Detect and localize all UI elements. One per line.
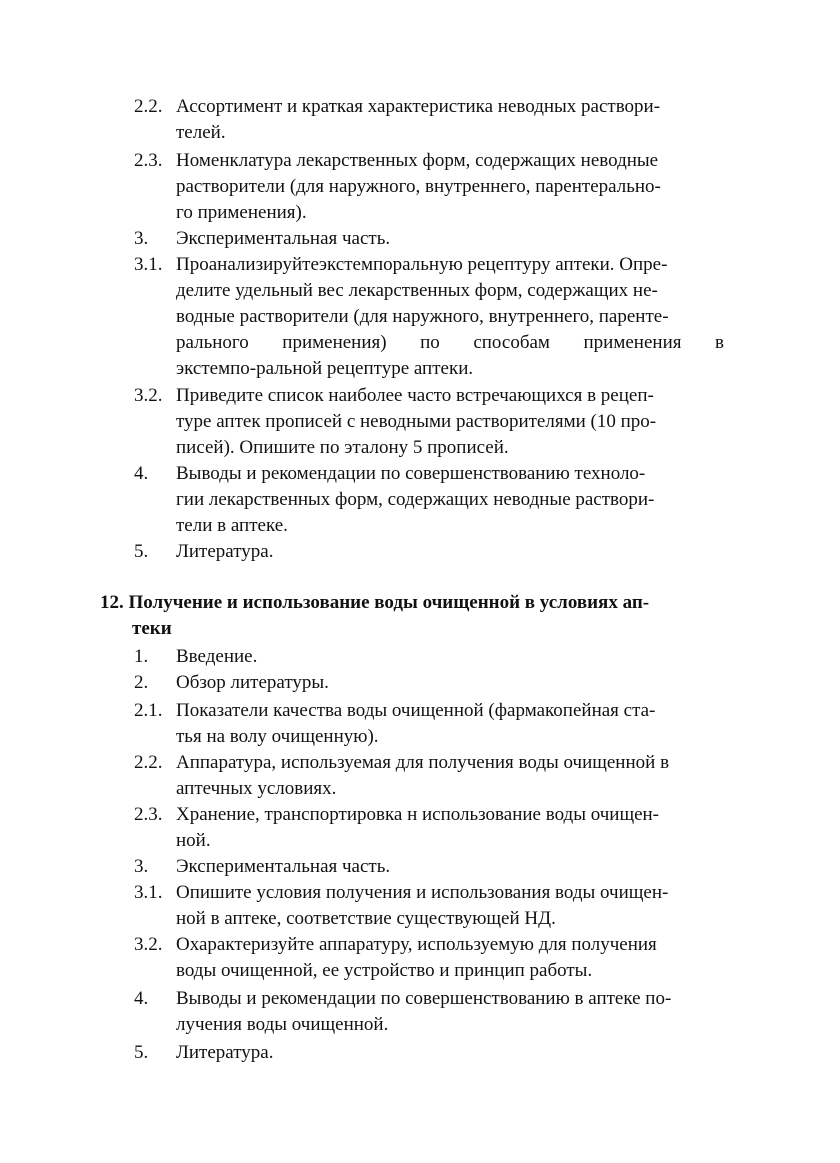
- item-text: [176, 252, 724, 382]
- item-line: Литература.: [176, 541, 274, 562]
- item-text: [176, 1040, 724, 1066]
- item-line: Введение.: [176, 646, 258, 667]
- item-line: туре аптек прописей с неводными растворителями (10 про-: [176, 411, 657, 432]
- item-number: 3.2.: [134, 385, 163, 406]
- item-text: [176, 644, 724, 670]
- item-line: ной.: [176, 830, 211, 851]
- item-text: [176, 802, 724, 854]
- item-number: 3.1.: [134, 882, 163, 903]
- item-line: аптечных условиях.: [176, 778, 337, 799]
- item-number: 2.2.: [134, 96, 163, 117]
- item-number: 4.: [134, 463, 149, 484]
- item-line: писей). Опишите по эталону 5 прописей.: [176, 437, 509, 458]
- heading-line: теки: [132, 618, 172, 639]
- item-text: [176, 148, 724, 226]
- item-line: Выводы и рекомендации по совершенствованию в аптеке по-: [176, 988, 672, 1009]
- item-text: [176, 539, 724, 565]
- item-line: Проанализируйтеэкстемпоральную рецептуру аптеки. Опре-: [176, 254, 668, 275]
- item-line: Экспериментальная часть.: [176, 228, 391, 249]
- item-number: 2.3.: [134, 150, 163, 171]
- item-line: Литература.: [176, 1042, 274, 1063]
- item-line: тели в аптеке.: [176, 515, 288, 536]
- item-line: Опишите условия получения и использования воды очищен-: [176, 882, 669, 903]
- item-text: [176, 698, 724, 750]
- item-number: 2.3.: [134, 804, 163, 825]
- item-line: водные растворители (для наружного, внутреннего, паренте-: [176, 306, 669, 327]
- item-line: Экспериментальная часть.: [176, 856, 391, 877]
- item-line: ной в аптеке, соответствие существующей НД.: [176, 908, 556, 929]
- item-number: 5.: [134, 541, 149, 562]
- item-number: 3.2.: [134, 934, 163, 955]
- item-line: Выводы и рекомендации по совершенствованию техноло-: [176, 463, 646, 484]
- item-line: Хранение, транспортировка н использование воды очищен-: [176, 804, 659, 825]
- item-line: растворители (для наружного, внутреннего, парентерально-: [176, 176, 661, 197]
- item-number: 3.1.: [134, 254, 163, 275]
- item-text: [176, 750, 724, 802]
- item-line: гии лекарственных форм, содержащих неводные раствори-: [176, 489, 655, 510]
- item-number: 2.2.: [134, 752, 163, 773]
- item-line: Показатели качества воды очищенной (фармакопейная ста-: [176, 700, 656, 721]
- item-line: Аппаратура, используемая для получения воды очищенной в: [176, 752, 670, 773]
- item-line: делите удельный вес лекарственных форм, содержащих не-: [176, 280, 658, 301]
- item-number: 5.: [134, 1042, 149, 1063]
- item-line: Приведите список наиболее часто встречающихся в рецеп-: [176, 385, 654, 406]
- item-text: [176, 226, 724, 252]
- item-text: [176, 986, 724, 1038]
- item-text: [176, 932, 724, 984]
- item-text: [176, 383, 724, 461]
- item-text: [176, 461, 724, 539]
- item-line: го применения).: [176, 202, 307, 223]
- item-line: воды очищенной, ее устройство и принцип работы.: [176, 960, 593, 981]
- item-text: [176, 670, 724, 696]
- section-heading: [100, 590, 726, 642]
- item-text: [176, 880, 724, 932]
- item-number: 2.: [134, 672, 149, 693]
- item-line: Охарактеризуйте аппаратуру, используемую для получения: [176, 934, 657, 955]
- item-line: лучения воды очищенной.: [176, 1014, 389, 1035]
- heading-line: 12. Получение и использование воды очищенной в условиях ап-: [100, 592, 650, 613]
- item-line: Ассортимент и краткая характеристика неводных раствори-: [176, 96, 661, 117]
- item-number: 2.1.: [134, 700, 163, 721]
- item-line: тья на волу очищенную).: [176, 726, 379, 747]
- item-text: [176, 854, 724, 880]
- item-line: экстемпо-ральной рецептуре аптеки.: [176, 358, 474, 379]
- item-line: Обзор литературы.: [176, 672, 329, 693]
- item-line: Номенклатура лекарственных форм, содержащих неводные: [176, 150, 659, 171]
- item-text: [176, 94, 724, 146]
- item-line: телей.: [176, 122, 226, 143]
- item-number: 3.: [134, 228, 149, 249]
- item-line: рального применения) по способам применения в: [176, 332, 724, 353]
- item-number: 3.: [134, 856, 149, 877]
- item-number: 1.: [134, 646, 149, 667]
- item-number: 4.: [134, 988, 149, 1009]
